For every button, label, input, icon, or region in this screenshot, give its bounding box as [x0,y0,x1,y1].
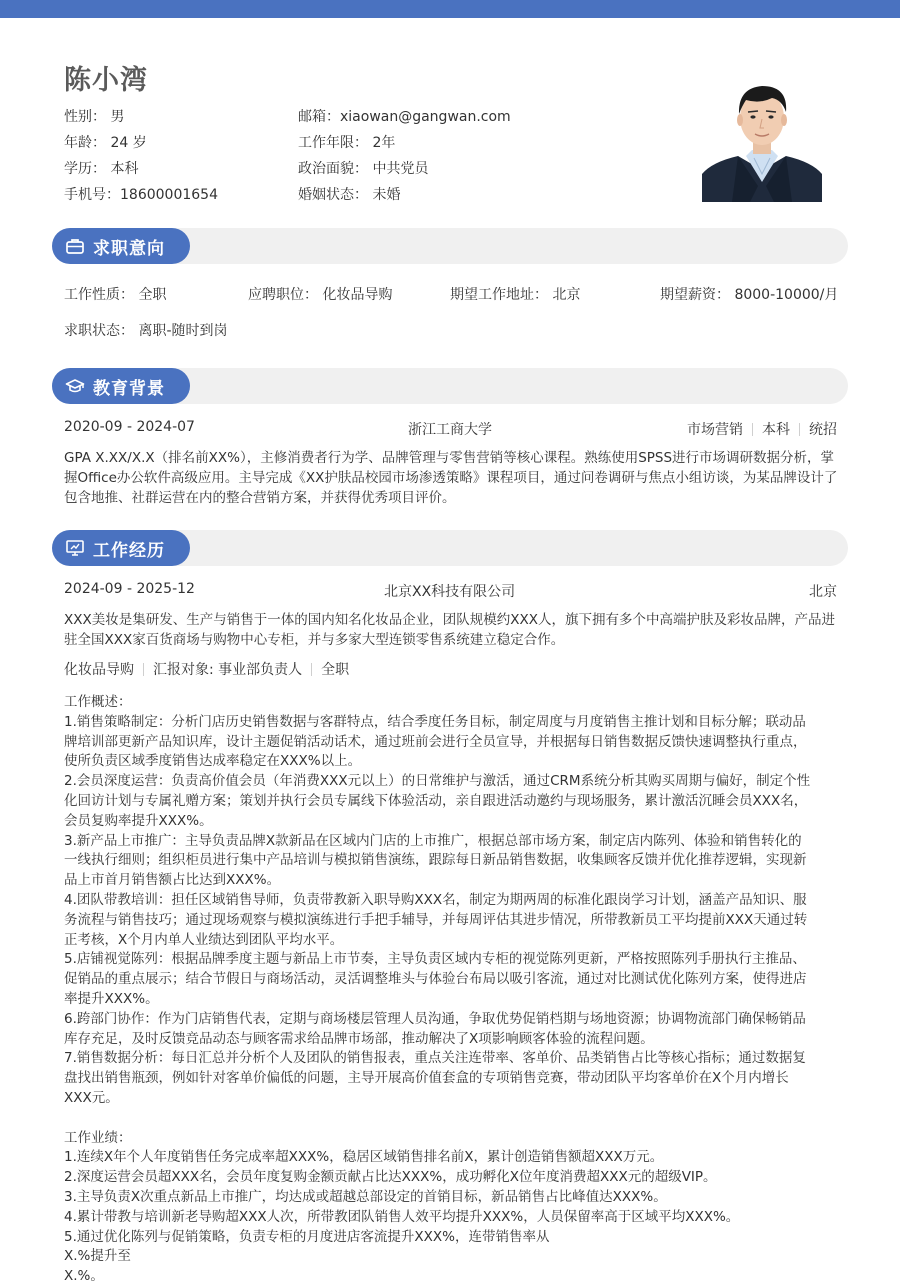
work-detail-line: 工作概述： [64,694,132,710]
education-period: 2020-09 - 2024-07 [64,419,195,435]
education-major: 市场营销 [687,422,743,438]
section-title: 求职意向 [93,238,165,259]
divider [752,423,753,436]
intent-status: 求职状态： 离职-随时到岗 [64,323,228,339]
gender: 性别： 男 [64,109,125,125]
work-detail-line: 4.累计带教与培训新老导购超XXX人次，所带教团队销售人效平均提升XXX%，人员保留率高于区域平均XXX%。 [64,1208,740,1225]
work-detail-line: 一线执行细则；组织柜员进行集中产品培训与模拟销售演练，跟踪每日新品销售数据，收集顾客反馈并优化推荐逻辑，实现新 [64,852,807,869]
work-detail-line: 品上市首月销售额占比达到XXX%。 [64,872,281,889]
section-title: 工作经历 [93,540,165,561]
profile-photo [702,70,822,202]
work-company: 北京XX科技有限公司 [384,584,516,600]
section-header-intent [52,228,848,264]
work-report-to: 汇报对象: 事业部负责人 [153,662,303,678]
work-detail-line: 5.店铺视觉陈列：根据品牌季度主题与新品上市节奏，主导负责区域内专柜的视觉陈列更新，严格按照陈列手册执行主推品、 [64,951,806,968]
intent-salary: 期望薪资： 8000-10000/月 [660,287,839,303]
political-status: 政治面貌： 中共党员 [298,161,429,177]
work-detail-line: 库存充足，及时反馈竞品动态与顾客需求给品牌市场部，推动解决了X项影响顾客体验的流程问题。 [64,1030,654,1047]
work-tags [64,659,349,679]
intent-location: 期望工作地址： 北京 [450,287,581,303]
education-degree: 本科 [762,422,790,438]
work-detail-line: 5.通过优化陈列与促销策略，负责专柜的月度进店客流提升XXX%，连带销售率从 [64,1228,550,1245]
education-level: 学历： 本科 [64,161,139,177]
top-accent-bar [0,0,900,18]
briefcase-icon [65,236,85,256]
education-description: GPA X.XX/X.X（排名前XX%），主修消费者行为学、品牌管理与零售营销等核心课程。熟练使用SPSS进行市场调研数据分析，掌握Office办公软件高级应用。主导完成《XX护肤品校园市场渗透策略》课程项目，通过问卷调研与焦点小组访谈，为某品牌设计了包含地推、社群运营在内的整合营销方案，并获得优秀项目评价。 [64,450,838,506]
work-detail-line: 会员复购率提升XXX%。 [64,812,213,829]
candidate-name: 陈小湾 [64,65,148,96]
presentation-board-icon [65,538,85,558]
section-header-education [52,368,848,404]
education-school: 浙江工商大学 [408,422,492,438]
work-detail-line: 使所负责区域季度销售达成率稳定在XXX%以上。 [64,753,362,770]
work-detail-line: 正考核，X个月内单人业绩达到团队平均水平。 [64,931,344,948]
work-years: 工作年限： 2年 [298,135,396,151]
work-detail-line: X.%。 [64,1268,104,1285]
work-detail-line: 3.新产品上市推广：主导负责品牌X款新品在区域内门店的上市推广，根据总部市场方案，制定店内陈列、体验和销售转化的 [64,832,802,849]
work-detail-line: 牌培训部更新产品知识库，设计主题促销活动话术，通过班前会进行全员宣导，并根据每日销售数据反馈快速调整执行重点， [64,733,807,750]
marital-status: 婚姻状态： 未婚 [298,187,401,203]
work-detail-line: 1.连续X年个人年度销售任务完成率超XXX%，稳居区域销售排名前X，累计创造销售额超XXX万元。 [64,1149,664,1166]
education-enroll-type: 统招 [809,422,837,438]
work-type: 全职 [321,662,350,678]
divider [311,663,312,676]
work-city: 北京 [809,584,837,600]
work-detail-line: 2.深度运营会员超XXX名，会员年度复购金额贡献占比达XXX%，成功孵化X位年度消费超XXX元的超级VIP。 [64,1169,717,1186]
section-header-work [52,530,848,566]
intent-work-type: 工作性质： 全职 [64,287,167,303]
work-detail-line: 盘找出销售瓶颈，例如针对客单价偏低的问题，主导开展高价值套盒的专项销售竞赛，带动团队平均客单价在X个月内增长 [64,1070,789,1087]
work-detail-line: 促销品的重点展示；结合节假日与商场活动，灵活调整堆头与体验台布局以吸引客流，通过对比测试优化陈列方案，使得进店 [64,971,807,988]
work-detail-line: XXX元。 [64,1090,119,1106]
work-detail-line: 务流程与销售技巧；通过现场观察与模拟演练进行手把手辅导，并每周评估其进步情况，所带教新员工平均提前XXX天通过转 [64,911,808,928]
work-detail-line: 6.跨部门协作：作为门店销售代表，定期与商场楼层管理人员沟通，争取优势促销档期与场地资源；协调物流部门确保畅销品 [64,1010,806,1027]
section-pill [52,530,190,566]
education-details [687,419,837,439]
work-detail-line: 1.销售策略制定：分析门店历史销售数据与客群特点，结合季度任务目标，制定周度与月度销售主推计划和目标分解；联动品 [64,713,806,730]
graduation-cap-icon [65,376,85,396]
section-pill [52,368,190,404]
work-period: 2024-09 - 2025-12 [64,581,195,597]
work-detail-line: 7.销售数据分析：每日汇总并分析个人及团队的销售报表，重点关注连带率、客单价、品类销售占比等核心指标；通过数据复 [64,1050,806,1067]
work-role: 化妆品导购 [64,662,134,678]
section-pill [52,228,190,264]
age: 年龄： 24 岁 [64,135,147,151]
work-detail-line: 4.团队带教培训：担任区域销售导师，负责带教新入职导购XXX名，制定为期两周的标准化跟岗学习计划，涵盖产品知识、服 [64,892,807,908]
work-detail-line: 工作业绩： [64,1129,132,1146]
divider [143,663,144,676]
phone: 手机号：18600001654 [64,187,218,203]
intent-position: 应聘职位： 化妆品导购 [248,287,393,303]
divider [799,423,800,436]
work-detail-line: 2.会员深度运营：负责高价值会员（年消费XXX元以上）的日常维护与激活，通过CRM系统分析其购买周期与偏好，制定个性 [64,773,811,790]
work-detail-line: 率提升XXX%。 [64,991,159,1007]
work-detail-line: X.%提升至 [64,1248,131,1265]
section-title: 教育背景 [93,378,165,399]
work-detail-line: 3.主导负责X次重点新品上市推广，均达成或超越总部设定的首销目标，新品销售占比峰值达XXX%。 [64,1189,667,1205]
company-description: XXX美妆是集研发、生产与销售于一体的国内知名化妆品企业，团队规模约XXX人，旗下拥有多个中高端护肤及彩妆品牌，产品进驻全国XXX家百货商场与购物中心专柜，并与多家大型连锁零售系统建立稳定合作。 [64,612,835,648]
work-detail-line: 化回访计划与专属礼赠方案；策划并执行会员专属线下体验活动，亲自跟进活动邀约与现场服务，累计激活沉睡会员XXX名， [64,793,808,809]
email: 邮箱：xiaowan@gangwan.com [298,109,511,125]
